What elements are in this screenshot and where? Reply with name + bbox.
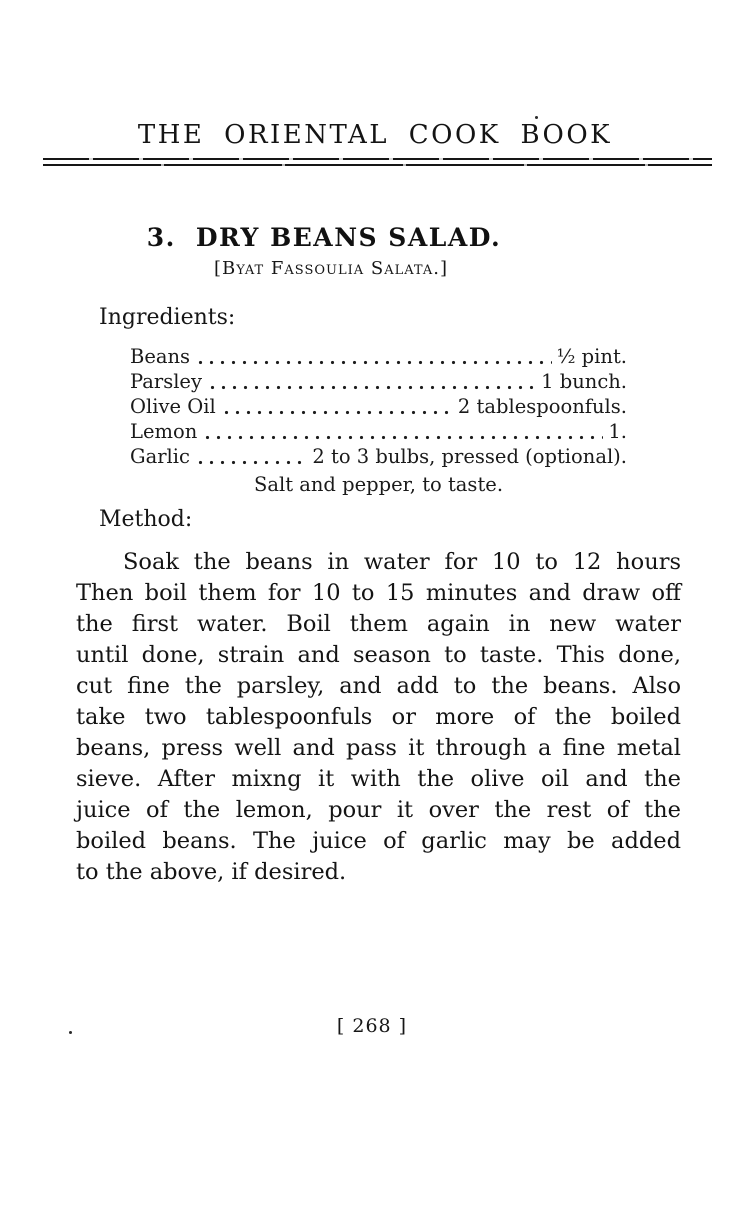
method-line: to the above, if desired. [76,859,347,885]
method-line: take two tablespoonfuls or more of the boiled [76,704,681,730]
header-double-rule [43,158,712,166]
ingredient-row [130,344,627,369]
method-paragraph [76,547,681,888]
dot-leader [195,444,307,469]
recipe-title-line [0,223,648,252]
method-line: juice of the lemon, pour it over the rest of the [76,797,681,823]
ingredient-name: Lemon [130,420,198,443]
rule-bottom-line [43,164,712,166]
method-line: the first water. Boil them again in new water [76,611,681,637]
page-number: [ 268 ] [336,1015,408,1037]
recipe-number: 3. [146,223,176,252]
dot-leader [195,344,552,369]
method-line: until done, strain and season to taste. This done, [76,642,681,668]
method-line: sieve. After mixng it with the olive oil and the [76,766,681,792]
method-line: Soak the beans in water for 10 to 12 hours [123,549,681,575]
recipe-title: DRY BEANS SALAD. [195,223,502,252]
ingredient-name: Beans [130,345,191,368]
method-line: beans, press well and pass it through a fine metal [76,735,681,761]
method-line: cut fine the parsley, and add to the beans. Also [76,673,681,699]
running-head: THE ORIENTAL COOK BOOK [137,120,613,150]
scan-speckle [69,1031,72,1034]
ingredient-row [130,394,627,419]
scan-speckle [535,116,538,119]
method-heading: Method: [99,507,193,532]
ingredients-note: Salt and pepper, to taste. [253,473,504,496]
recipe-title-block [0,223,648,279]
method-line: Then boil them for 10 to 15 minutes and draw off [76,580,681,606]
ingredient-amount: ½ pint. [556,345,627,368]
ingredient-amount: 2 tablespoonfuls. [457,395,627,418]
rule-top-line [43,158,712,160]
ingredient-name: Garlic [130,445,190,468]
ingredient-row [130,369,627,394]
ingredient-amount: 2 to 3 bulbs, pressed (optional). [312,445,627,468]
dot-leader [221,394,453,419]
dot-leader [202,419,603,444]
ingredient-row [130,444,627,469]
ingredient-row [130,419,627,444]
ingredient-amount: 1 bunch. [541,370,627,393]
ingredients-heading: Ingredients: [99,305,236,330]
ingredient-amount: 1. [608,420,627,443]
ingredient-name: Parsley [130,370,202,393]
ingredient-name: Olive Oil [130,395,216,418]
ingredients-list [130,344,627,497]
dot-leader [207,369,536,394]
recipe-subtitle: [Byat Fassoulia Salata.] [214,258,448,279]
method-line: boiled beans. The juice of garlic may be added [76,828,681,854]
